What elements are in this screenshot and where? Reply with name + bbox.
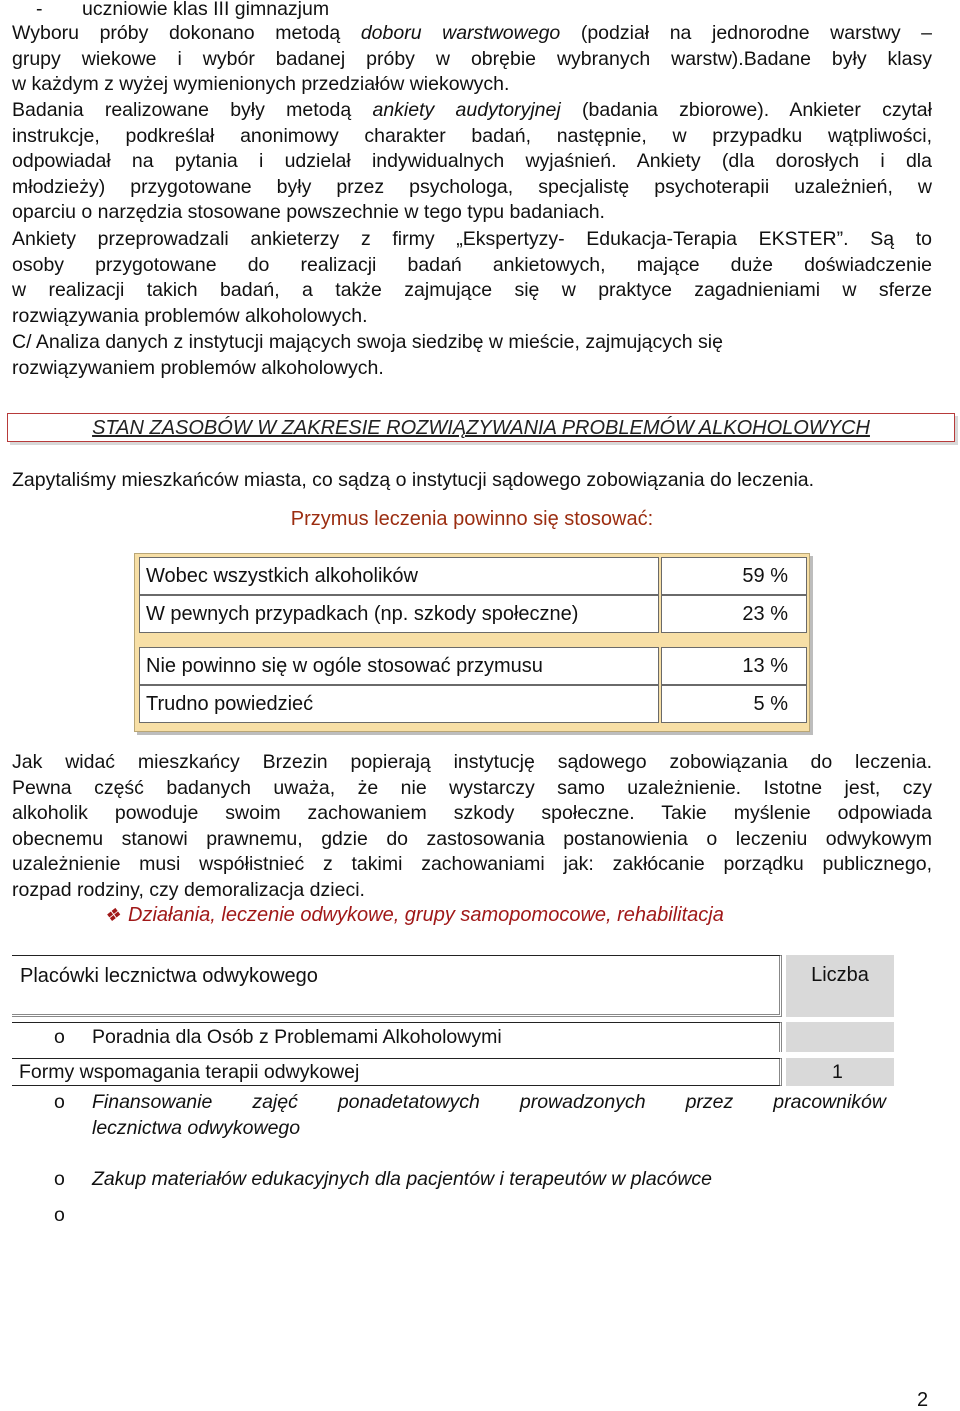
- table-cell-value: 59 %: [661, 557, 807, 595]
- facility-row: [12, 1022, 894, 1052]
- paragraph-line: młodzieży) przygotowane były przez psychologa, specjalistę psychoterapii uzależnień, w: [12, 175, 932, 198]
- support-item-line: Finansowanie zajęć ponadetatowych prowadzonych przez pracowników: [92, 1091, 886, 1113]
- diamond-bullet-icon: ❖: [104, 905, 121, 925]
- facility-row-count-cell: [786, 1022, 894, 1052]
- paragraph-line: osoby przygotowane do realizacji badań ankietowych, mające duże doświadczenie: [12, 253, 932, 276]
- rehab-title-text: Działania, leczenie odwykowe, grupy samopomocowe, rehabilitacja: [128, 904, 724, 926]
- support-item-line: lecznictwa odwykowego: [92, 1116, 301, 1139]
- bullet-item: [36, 0, 330, 23]
- table-cell-value: 5 %: [661, 685, 807, 723]
- paragraph-line: [12, 21, 932, 47]
- table-subheading: Przymus leczenia powinno się stosować:: [290, 508, 654, 530]
- table-cell-value: 13 %: [661, 647, 807, 685]
- support-item: Zakup materiałów edukacyjnych dla pacjentów i terapeutów w placówce: [92, 1168, 712, 1190]
- bullet-marker: o: [54, 1091, 65, 1113]
- paragraph-line: rozwiązywaniem problemów alkoholowych.: [12, 356, 384, 379]
- text-run: Badania realizowane były metodą: [12, 99, 373, 121]
- text-run: (podział na jednorodne warstwy –: [560, 22, 932, 44]
- page-number: 2: [917, 1389, 929, 1411]
- section-heading-box: [7, 413, 955, 442]
- bullet-marker: o: [54, 1026, 65, 1048]
- coercion-table: [134, 553, 810, 732]
- section-heading: STAN ZASOBÓW W ZAKRESIE ROZWIĄZYWANIA PROBLEMÓW ALKOHOLOWYCH: [92, 417, 870, 439]
- forms-count: 1: [832, 1061, 843, 1083]
- table-cell-value: 23 %: [661, 595, 807, 633]
- text-run: Wyboru próby dokonano metodą: [12, 22, 361, 44]
- paragraph-line: w realizacji takich badań, a także zajmujące się w praktyce zagadnieniami w sferze: [12, 279, 932, 302]
- paragraph-line: Pewna część badanych uważa, że nie wystarczy samo uzależnienie. Istotne jest, czy: [12, 776, 932, 799]
- paragraph-line: grupy wiekowe i wybór badanej próby w obrębie wybranych warstw).Badane były klasy: [12, 47, 932, 70]
- table-cell-label: Trudno powiedzieć: [139, 685, 659, 723]
- bullet-marker: o: [54, 1168, 65, 1190]
- paragraph-line: Jak widać mieszkańcy Brzezin popierają instytucję sądowego zobowiązania do leczenia.: [12, 751, 932, 773]
- facilities-header-label: Placówki lecznictwa odwykowego: [12, 955, 782, 1017]
- paragraph-conclusion: [12, 750, 932, 904]
- paragraph-line: uzależnienie musi współistnieć z takimi zachowaniami jak: zakłócanie porządku publicznego,: [12, 853, 932, 876]
- paragraph-method: [12, 98, 932, 226]
- facilities-header-count: Liczba: [786, 955, 894, 1017]
- table-cell-label: Wobec wszystkich alkoholików: [139, 557, 659, 595]
- paragraph-line: Ankiety przeprowadzali ankieterzy z firmy „Ekspertyzy- Edukacja-Terapia EKSTER”. Są to: [12, 228, 932, 250]
- bullet-marker: o: [54, 1204, 65, 1226]
- paragraph-line: w każdym z wyżej wymienionych przedziałów wiekowych.: [12, 73, 510, 96]
- paragraph-section-c: [12, 330, 932, 381]
- table-cell-label: Nie powinno się w ogóle stosować przymusu: [139, 647, 659, 685]
- paragraph-line: alkoholik powoduje swoim zachowaniem szkody społeczne. Takie myślenie odpowiada: [12, 802, 932, 825]
- bullet-dash: -: [36, 0, 43, 20]
- paragraph-line: oparciu o narzędzia stosowane powszechnie w tego typu badaniach.: [12, 201, 605, 224]
- paragraph-line: [12, 98, 932, 124]
- paragraph-line: C/ Analiza danych z instytucji mających swoja siedzibę w mieście, zajmujących się: [12, 331, 723, 353]
- paragraph-line: rozpad rodziny, czy demoralizacja dzieci.: [12, 878, 365, 901]
- emphasis-text: ankiety audytoryjnej: [372, 99, 561, 121]
- text-run: (badania zbiorowe). Ankieter czytał: [560, 99, 932, 121]
- facility-item: Poradnia dla Osób z Problemami Alkoholowymi: [92, 1026, 502, 1048]
- table-cell-label: W pewnych przypadkach (np. szkody społeczne): [139, 595, 659, 633]
- paragraph-ekster: [12, 227, 932, 329]
- forms-label: Formy wspomagania terapii odwykowej: [19, 1061, 360, 1083]
- paragraph-line: instrukcje, podkreślał anonimowy charakter badań, następnie, w przypadku wątpliwości,: [12, 124, 932, 147]
- paragraph-line: odpowiadał na pytania i udzielał indywidualnych wyjaśnień. Ankiety (dla dorosłych i dla: [12, 150, 932, 173]
- forms-row: [12, 1058, 894, 1086]
- bullet-text: uczniowie klas III gimnazjum: [82, 0, 330, 20]
- paragraph-sampling: [12, 21, 932, 98]
- survey-question: Zapytaliśmy mieszkańców miasta, co sądzą o instytucji sądowego zobowiązania do leczenia.: [12, 469, 815, 491]
- support-item: [92, 1090, 886, 1141]
- rehab-title: [104, 903, 724, 929]
- facilities-header: [12, 955, 894, 1017]
- paragraph-line: obecnemu stanowi prawnemu, gdzie do zastosowania postanowienia o leczeniu odwykowym: [12, 827, 932, 850]
- emphasis-text: doboru warstwowego: [360, 22, 561, 44]
- paragraph-line: rozwiązywania problemów alkoholowych.: [12, 304, 368, 327]
